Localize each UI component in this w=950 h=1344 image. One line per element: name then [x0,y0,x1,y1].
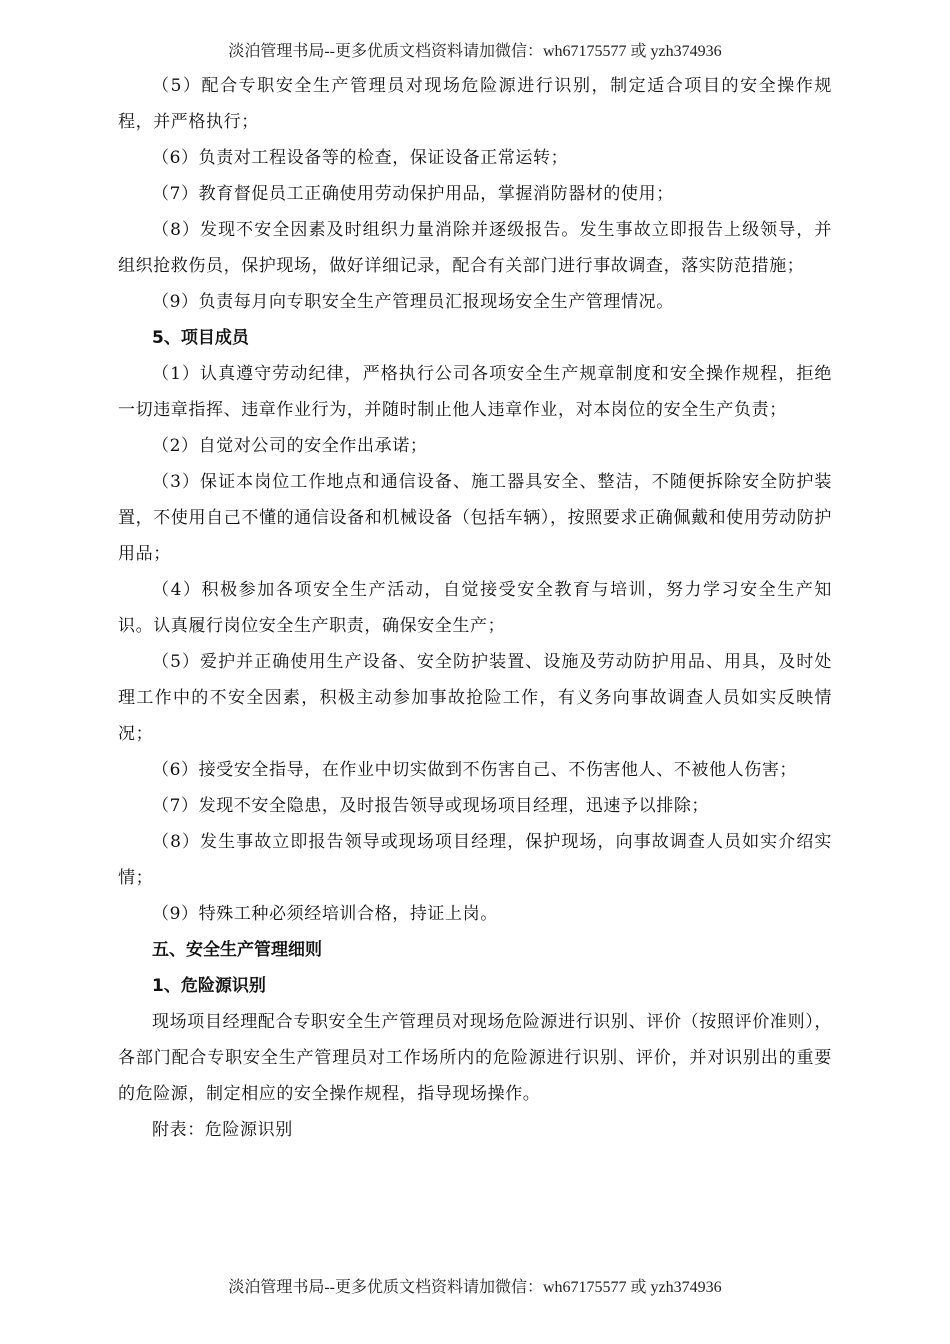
heading-section-five: 五、安全生产管理细则 [152,940,322,960]
page-footer: 淡泊管理书局--更多优质文档资料请加微信：wh67175577 或 yzh374936 [228,1279,722,1296]
paragraph-duty-8: （8）发现不安全因素及时组织力量消除并逐级报告。发生事故立即报告上级领导，并组织抢救伤员，保护现场，做好详细记录，配合有关部门进行事故调查，落实防范措施； [118,220,832,276]
heading-hazard-identification: 1、危险源识别 [152,976,266,996]
paragraph-duty-6: （6）负责对工程设备等的检查，保证设备正常运转； [152,148,569,168]
page-header: 淡泊管理书局--更多优质文档资料请加微信：wh67175577 或 yzh374936 [228,43,722,60]
paragraph-member-9: （9）特殊工种必须经培训合格，持证上岗。 [152,904,498,924]
paragraph-duty-7: （7）教育督促员工正确使用劳动保护用品，掌握消防器材的使用； [152,184,674,204]
paragraph-member-5: （5）爱护并正确使用生产设备、安全防护装置、设施及劳动防护用品、用具，及时处理工作中的不安全因素，积极主动参加事故抢险工作，有义务向事故调查人员如实反映情况； [118,652,832,744]
paragraph-duty-9: （9）负责每月向专职安全生产管理员汇报现场安全生产管理情况。 [152,292,674,312]
document-body [118,68,832,1148]
paragraph-member-6: （6）接受安全指导，在作业中切实做到不伤害自己、不伤害他人、不被他人伤害； [152,760,798,780]
paragraph-member-1: （1）认真遵守劳动纪律，严格执行公司各项安全生产规章制度和安全操作规程，拒绝一切违章指挥、违章作业行为，并随时制止他人违章作业，对本岗位的安全生产负责； [118,364,832,420]
paragraph-member-7: （7）发现不安全隐患，及时报告领导或现场项目经理，迅速予以排除； [152,796,710,816]
paragraph-member-3: （3）保证本岗位工作地点和通信设备、施工器具安全、整洁，不随便拆除安全防护装置，不使用自己不懂的通信设备和机械设备（包括车辆），按照要求正确佩戴和使用劳动防护用品； [118,472,832,564]
paragraph-hazard-identification: 现场项目经理配合专职安全生产管理员对现场危险源进行识别、评价（按照评价准则），各部门配合专职安全生产管理员对工作场所内的危险源进行识别、评价，并对识别出的重要的危险源，制定相应的安全操作规程，指导现场操作。 [118,1012,832,1104]
paragraph-member-2: （2）自觉对公司的安全作出承诺； [152,436,428,456]
heading-project-members: 5、项目成员 [152,328,249,348]
paragraph-appendix: 附表：危险源识别 [152,1120,293,1140]
paragraph-member-8: （8）发生事故立即报告领导或现场项目经理，保护现场，向事故调查人员如实介绍实情； [118,832,832,888]
paragraph-duty-5: （5）配合专职安全生产管理员对现场危险源进行识别，制定适合项目的安全操作规程，并严格执行； [118,76,832,132]
paragraph-member-4: （4）积极参加各项安全生产活动，自觉接受安全教育与培训，努力学习安全生产知识。认真履行岗位安全生产职责，确保安全生产； [118,580,832,636]
